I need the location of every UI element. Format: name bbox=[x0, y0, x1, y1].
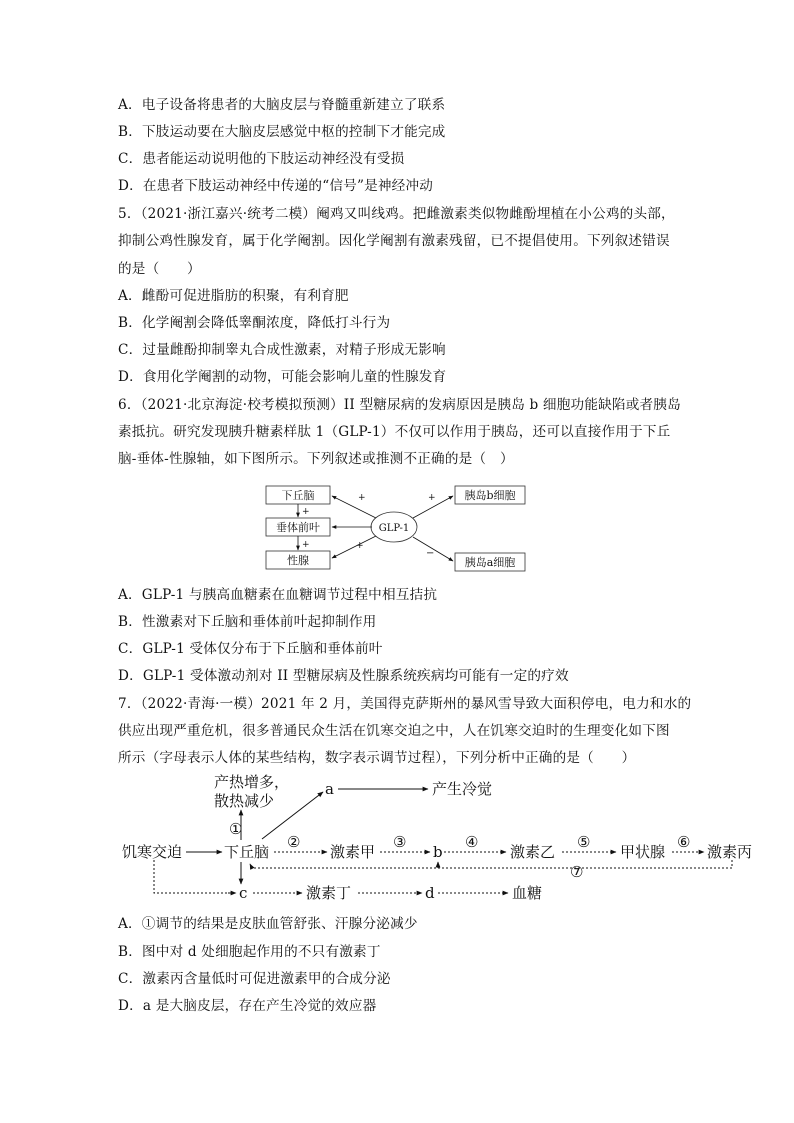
q6-stem-line-3: 脑-垂体-性腺轴，如下图所示。下列叙述或推测不正确的是（ ） bbox=[118, 451, 514, 467]
q5-option-b: B．化学阉割会降低睾酮浓度，降低打斗行为 bbox=[118, 315, 391, 331]
q7-stem-line-1: 7．（2022·青海·一模）2021 年 2 月，美国得克萨斯州的暴风雪导致大面积停电，电力和水的 bbox=[118, 696, 692, 712]
q6-minus: − bbox=[426, 548, 435, 559]
q7-num-1: ① bbox=[229, 820, 243, 838]
q6-stem-line-2: 素抵抗。研究发现胰升糖素样肽 1（GLP-1）不仅可以作用于胰岛，还可以直接作用于下丘 bbox=[118, 424, 671, 440]
q6-label-gonad: 性腺 bbox=[287, 554, 309, 567]
q6-option-b: B．性激素对下丘脑和垂体前叶起抑制作用 bbox=[118, 614, 377, 630]
q7-label-c: c bbox=[239, 884, 248, 902]
q4-option-c: C．患者能运动说明他的下肢运动神经没有受损 bbox=[118, 151, 405, 167]
q5-option-c: C．过量雌酚抑制睾丸合成性激素，对精子形成无影响 bbox=[118, 342, 446, 358]
q7-num-4: ④ bbox=[465, 833, 479, 851]
q7-option-a: A．①调节的结果是皮肤血管舒张、汗腺分泌减少 bbox=[118, 916, 418, 932]
q7-num-6: ⑥ bbox=[677, 833, 691, 851]
q6-option-c: C．GLP-1 受体仅分布于下丘脑和垂体前叶 bbox=[118, 641, 383, 657]
q6-option-a: A．GLP-1 与胰高血糖素在血糖调节过程中相互拮抗 bbox=[118, 587, 438, 603]
q5-option-a: A．雌酚可促进脂肪的积聚，有利育肥 bbox=[118, 288, 349, 304]
q5-option-d: D．食用化学阉割的动物，可能会影响儿童的性腺发育 bbox=[118, 369, 447, 385]
q5-stem-line-1: 5．（2021·浙江嘉兴·统考二模）阉鸡又叫线鸡。把雌激素类似物雌酚埋植在小公鸡的头部， bbox=[118, 206, 675, 222]
q7-label-hormone-jia: 激素甲 bbox=[330, 843, 376, 861]
q7-label-cold-feeling: 产生冷觉 bbox=[432, 780, 493, 798]
q4-option-a: A．电子设备将患者的大脑皮层与脊髓重新建立了联系 bbox=[118, 97, 446, 113]
q7-option-b: B．图中对 d 处细胞起作用的不只有激素丁 bbox=[118, 944, 381, 960]
q7-label-hormone-yi: 激素乙 bbox=[510, 843, 556, 861]
q7-label-blood-sugar: 血糖 bbox=[512, 884, 543, 902]
q6-label-hypothalamus: 下丘脑 bbox=[281, 489, 315, 502]
q6-plus-5: + bbox=[428, 493, 436, 503]
q7-num-7: ⑦ bbox=[570, 863, 584, 881]
q7-num-3: ③ bbox=[393, 833, 407, 851]
q7-option-c: C．激素丙含量低时可促进激素甲的合成分泌 bbox=[118, 971, 391, 987]
q7-label-hormone-ding: 激素丁 bbox=[306, 884, 352, 902]
q4-option-d: D．在患者下肢运动神经中传递的“信号”是神经冲动 bbox=[118, 178, 434, 194]
q6-plus-2: + bbox=[302, 540, 310, 550]
q6-plus-1: + bbox=[302, 507, 310, 517]
q7-num-2: ② bbox=[287, 833, 301, 851]
q6-plus-4: + bbox=[356, 541, 364, 551]
q6-label-islet-a: 胰岛a细胞 bbox=[464, 556, 516, 569]
q7-option-d: D．a 是大脑皮层，存在产生冷觉的效应器 bbox=[118, 998, 377, 1014]
q7-label-a: a bbox=[325, 780, 334, 798]
q7-stem-line-3: 所示（字母表示人体的某些结构，数字表示调节过程），下列分析中正确的是（ ） bbox=[118, 750, 636, 766]
q7-label-b: b bbox=[433, 843, 443, 861]
q7-label-thyroid: 甲状腺 bbox=[620, 843, 666, 861]
q6-stem-line-1: 6．（2021·北京海淀·校考模拟预测）II 型糖尿病的发病原因是胰岛 b 细胞功能缺陷或者胰岛 bbox=[118, 397, 681, 413]
q7-label-d: d bbox=[425, 884, 435, 902]
q7-heat-line-2: 散热减少 bbox=[214, 792, 275, 810]
q7-num-5: ⑤ bbox=[577, 833, 591, 851]
q7-heat-line-1: 产热增多， bbox=[214, 773, 290, 791]
q6-label-glp1: GLP-1 bbox=[378, 523, 410, 534]
q5-stem-line-3: 的是（ ） bbox=[118, 261, 201, 277]
q7-label-start: 饥寒交迫 bbox=[122, 843, 183, 861]
q7-stem-line-2: 供应出现严重危机，很多普通民众生活在饥寒交迫之中，人在饥寒交迫时的生理变化如下图 bbox=[118, 723, 670, 739]
q5-stem-line-2: 抑制公鸡性腺发育，属于化学阉割。因化学阉割有激素残留，已不提倡使用。下列叙述错误 bbox=[118, 233, 670, 249]
q6-plus-3: + bbox=[358, 493, 366, 503]
q6-label-pituitary: 垂体前叶 bbox=[276, 521, 320, 534]
q4-option-b: B．下肢运动要在大脑皮层感觉中枢的控制下才能完成 bbox=[118, 124, 446, 140]
q7-label-hypothalamus: 下丘脑 bbox=[224, 843, 270, 861]
q6-option-d: D．GLP-1 受体激动剂对 II 型糖尿病及性腺系统疾病均可能有一定的疗效 bbox=[118, 668, 569, 684]
q7-label-hormone-bing: 激素丙 bbox=[707, 843, 753, 861]
q6-label-islet-b: 胰岛b细胞 bbox=[464, 489, 516, 502]
